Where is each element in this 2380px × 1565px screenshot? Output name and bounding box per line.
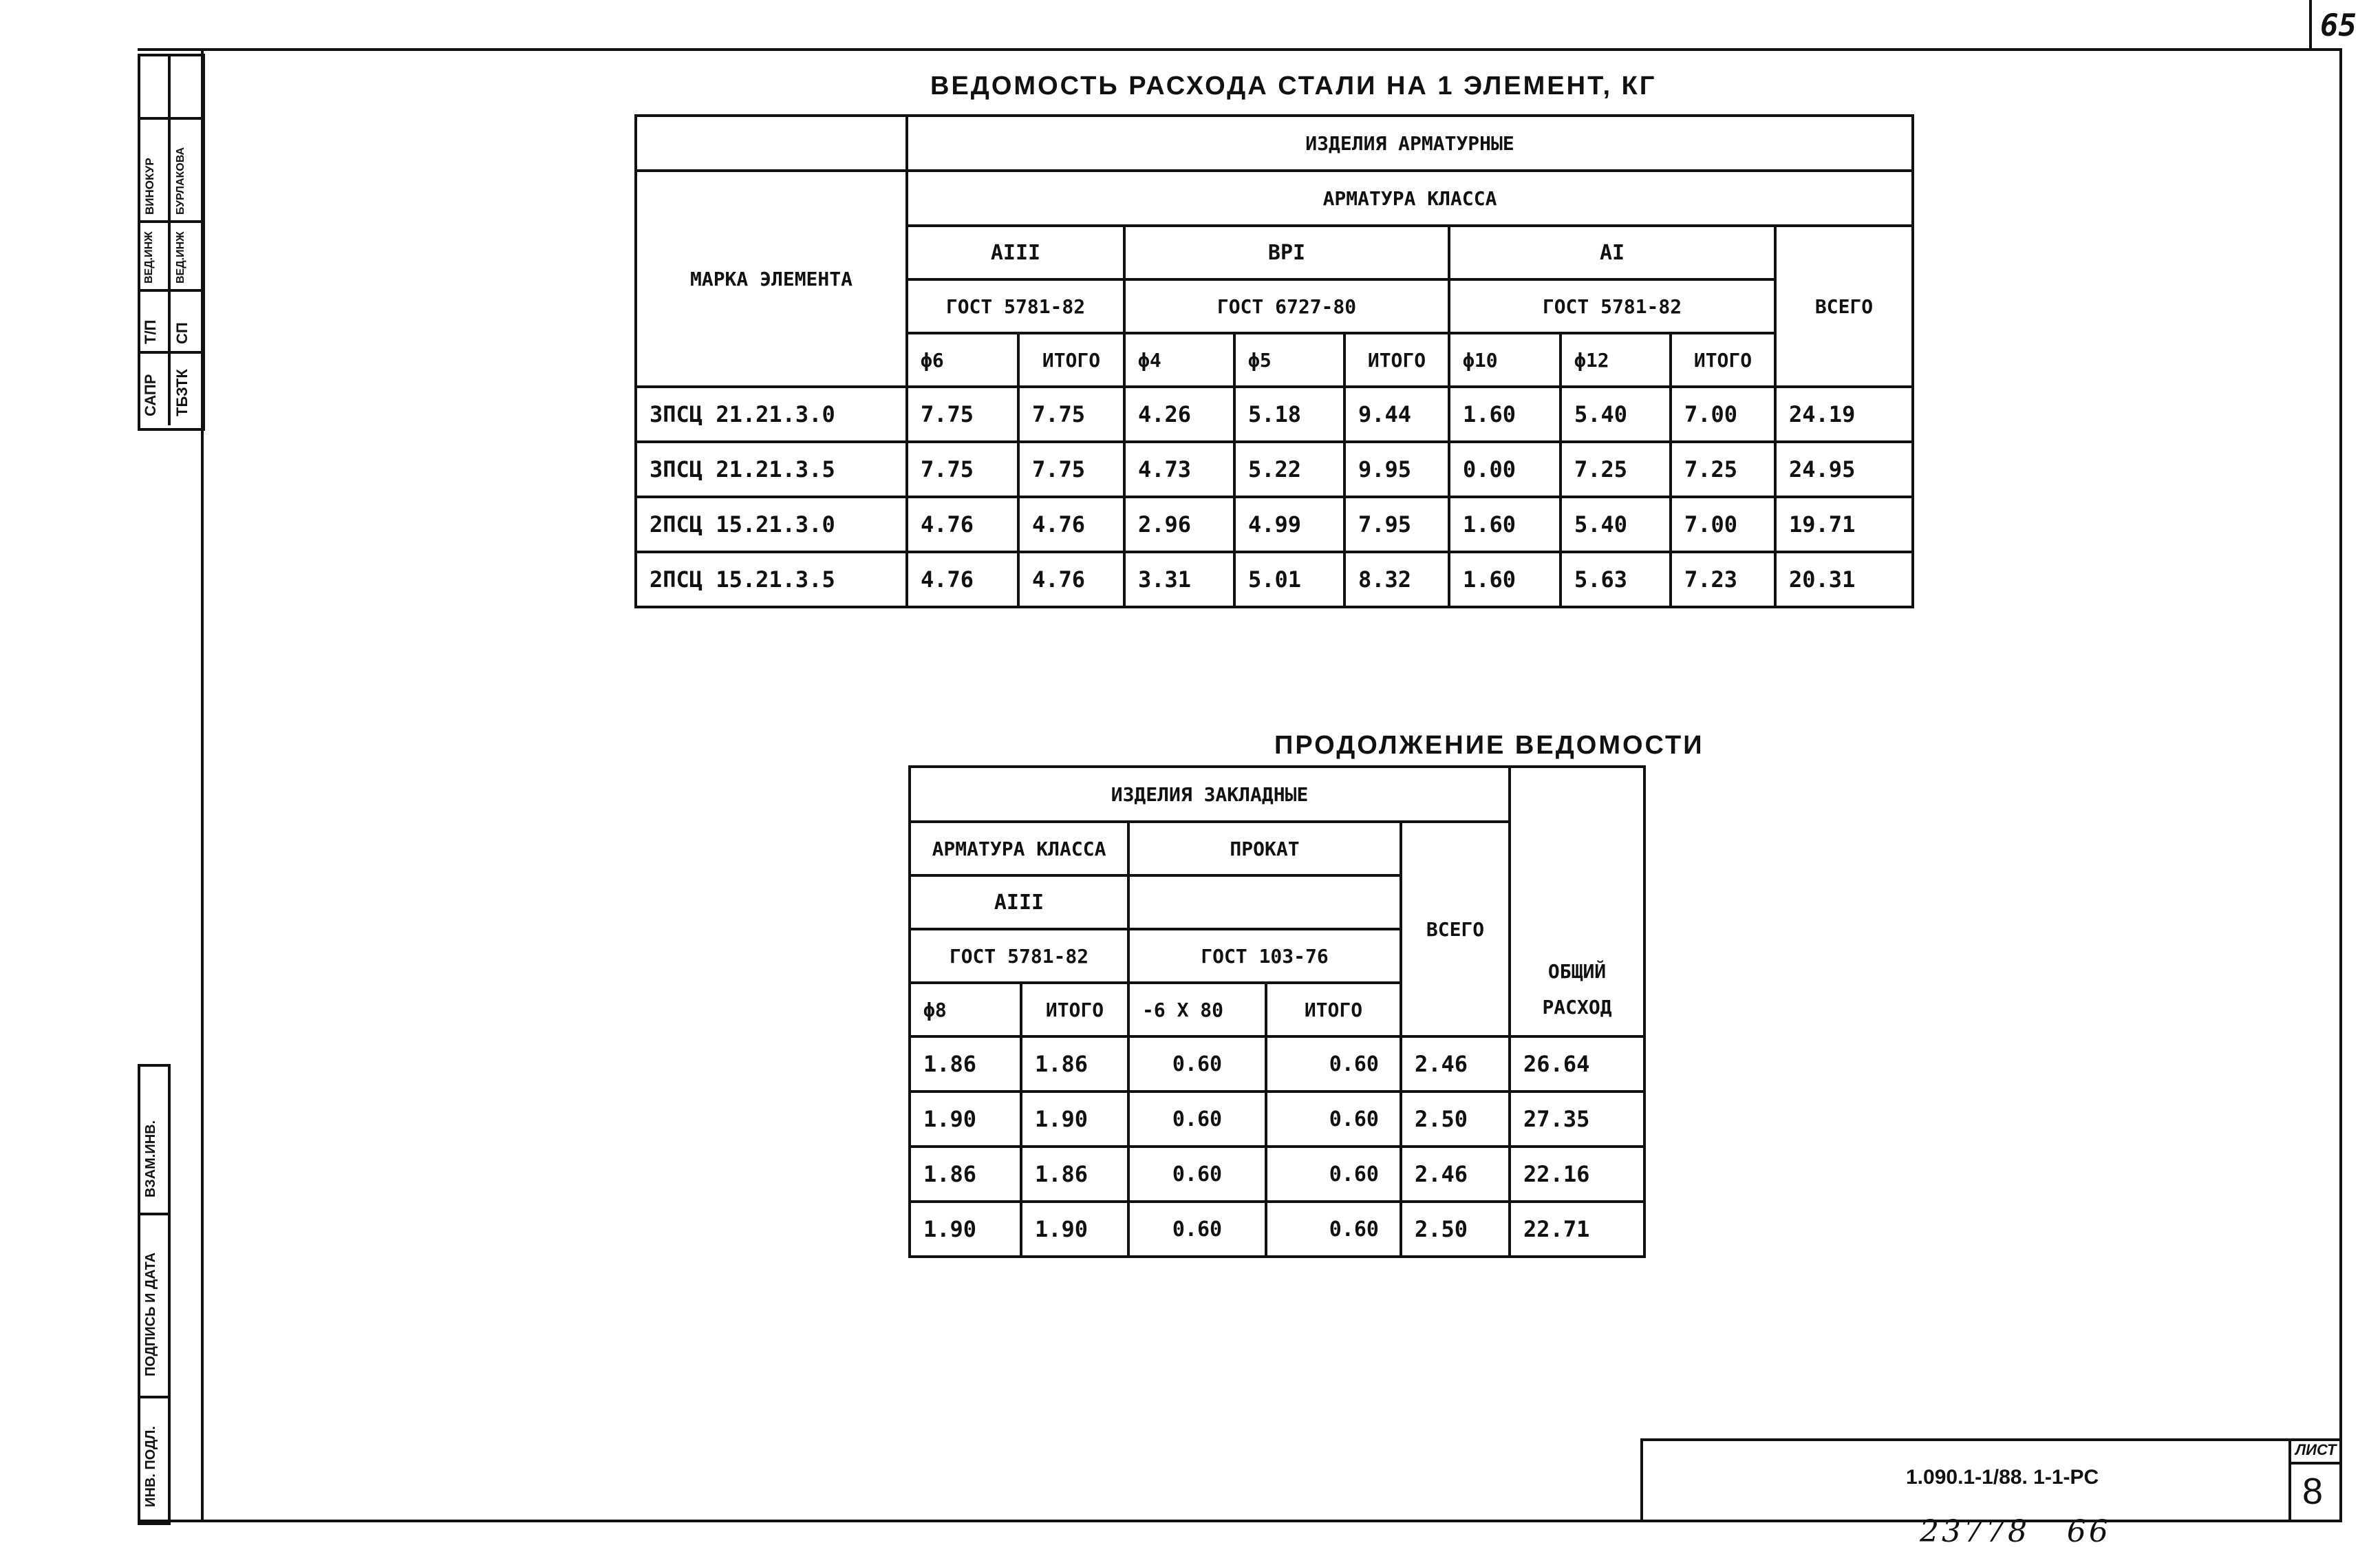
table-row [910, 1147, 1644, 1202]
t1-h-d4: ϕ4 [1124, 333, 1234, 387]
list-label-line [2288, 1462, 2339, 1465]
t1-r2-c7: 5.40 [1561, 497, 1671, 552]
t1-r0-c1: 7.75 [907, 387, 1018, 442]
t2-r2-c3: 0.60 [1266, 1147, 1401, 1202]
continuation-title: ПРОДОЛЖЕНИЕ ВЕДОМОСТИ [1274, 731, 1704, 760]
t1-r0-c9: 24.19 [1775, 387, 1913, 442]
t2-h-gost1: ГОСТ 5781-82 [910, 929, 1128, 983]
t2-r2-c5: 22.16 [1510, 1147, 1644, 1202]
t2-r2-c2: 0.60 [1128, 1147, 1266, 1202]
t1-r1-c8: 7.25 [1671, 442, 1775, 497]
t1-r0-c5: 9.44 [1344, 387, 1449, 442]
t2-h-armatura: АРМАТУРА КЛАССА [910, 822, 1128, 875]
t1-h-armatura: АРМАТУРА КЛАССА [907, 171, 1913, 226]
t2-r0-c3: 0.60 [1266, 1036, 1401, 1092]
t2-r3-c2: 0.60 [1128, 1202, 1266, 1257]
t2-h-aiii: АIII [910, 875, 1128, 929]
t2-r0-c2: 0.60 [1128, 1036, 1266, 1092]
stamp-top-row1 [138, 117, 202, 120]
t1-h-vsego: ВСЕГО [1775, 226, 1913, 387]
stamp-top-row2 [138, 220, 202, 223]
t1-r2-c3: 2.96 [1124, 497, 1234, 552]
stamp-top-divider [168, 54, 171, 425]
table-row [636, 387, 1913, 442]
pgnum-divider [2309, 0, 2312, 50]
t1-r3-c1: 4.76 [907, 552, 1018, 607]
t2-r0-c1: 1.86 [1021, 1036, 1128, 1092]
t2-h-obshiy-l1: ОБЩИЙ [1547, 960, 1607, 983]
t1-r0-c2: 7.75 [1018, 387, 1124, 442]
t1-r1-c6: 0.00 [1449, 442, 1561, 497]
table-row [636, 497, 1913, 552]
t1-r0-c7: 5.40 [1561, 387, 1671, 442]
t1-h-vpi: ВРI [1124, 226, 1449, 279]
t1-h-itogo2: ИТОГО [1344, 333, 1449, 387]
t2-h-strip: -6 Х 80 [1128, 983, 1266, 1036]
stamp-bottom-row2 [138, 1396, 168, 1398]
t1-r3-c7: 5.63 [1561, 552, 1671, 607]
table-row [636, 552, 1913, 607]
stamp-podpis-data: ПОДПИСЬ И ДАТА [143, 1252, 158, 1376]
list-label: ЛИСТ [2295, 1441, 2337, 1458]
stamp-top-row3 [138, 289, 202, 292]
t1-r1-c2: 7.75 [1018, 442, 1124, 497]
t1-h-marka: МАРКА ЭЛЕМЕНТА [636, 171, 907, 387]
t1-h-gost2: ГОСТ 6727-80 [1124, 279, 1449, 333]
t1-r0-marka: ЗПСЦ 21.21.3.0 [636, 387, 907, 442]
t1-r2-c5: 7.95 [1344, 497, 1449, 552]
t1-r1-marka: ЗПСЦ 21.21.3.5 [636, 442, 907, 497]
t2-r3-c5: 22.71 [1510, 1202, 1644, 1257]
steel-table-continuation [908, 765, 1646, 1258]
title-block-code: 1.090.1-1/88. 1-1-PC [1906, 1466, 2099, 1489]
stamp-c2-r4: БУРЛАКОВА [175, 147, 186, 215]
t1-h-d5: ϕ5 [1234, 333, 1344, 387]
t1-h-d6: ϕ6 [907, 333, 1018, 387]
t2-r1-c5: 27.35 [1510, 1092, 1644, 1147]
steel-table-main [634, 114, 1914, 608]
table-row [910, 1092, 1644, 1147]
t1-r3-c2: 4.76 [1018, 552, 1124, 607]
t2-r1-c0: 1.90 [910, 1092, 1021, 1147]
list-divider [2288, 1438, 2291, 1521]
t2-r2-c4: 2.46 [1401, 1147, 1510, 1202]
t1-r1-c4: 5.22 [1234, 442, 1344, 497]
t1-r3-c5: 8.32 [1344, 552, 1449, 607]
stamp-vzam-inv: ВЗАМ.ИНВ. [143, 1120, 158, 1197]
frame-right [2339, 48, 2342, 1522]
t2-r1-c3: 0.60 [1266, 1092, 1401, 1147]
t1-r2-c1: 4.76 [907, 497, 1018, 552]
t2-r1-c1: 1.90 [1021, 1092, 1128, 1147]
stamp-bottom-row1 [138, 1213, 168, 1215]
t2-r3-c0: 1.90 [910, 1202, 1021, 1257]
table-row [636, 442, 1913, 497]
t2-h-itogo1: ИТОГО [1021, 983, 1128, 1036]
sheet-number: 8 [2302, 1471, 2324, 1512]
t2-r3-c1: 1.90 [1021, 1202, 1128, 1257]
t1-r3-c4: 5.01 [1234, 552, 1344, 607]
t2-r1-c2: 0.60 [1128, 1092, 1266, 1147]
t2-r1-c4: 2.50 [1401, 1092, 1510, 1147]
t1-h-itogo1: ИТОГО [1018, 333, 1124, 387]
inventory-number-handwritten: 23778 66 [1920, 1514, 2111, 1549]
t1-corner [636, 116, 907, 171]
t1-r1-c9: 24.95 [1775, 442, 1913, 497]
t1-h-itogo3: ИТОГО [1671, 333, 1775, 387]
t2-r3-c3: 0.60 [1266, 1202, 1401, 1257]
t1-r0-c3: 4.26 [1124, 387, 1234, 442]
t1-r1-c7: 7.25 [1561, 442, 1671, 497]
t2-r0-c0: 1.86 [910, 1036, 1021, 1092]
stamp-top-row4 [138, 351, 202, 354]
t1-h-gost1: ГОСТ 5781-82 [907, 279, 1124, 333]
t1-h-d10: ϕ10 [1449, 333, 1561, 387]
t1-r2-c8: 7.00 [1671, 497, 1775, 552]
t1-r3-c8: 7.23 [1671, 552, 1775, 607]
t1-r0-c8: 7.00 [1671, 387, 1775, 442]
t1-r0-c6: 1.60 [1449, 387, 1561, 442]
stamp-c1-r3: ВЕД.ИНЖ [143, 231, 155, 284]
t2-r3-c4: 2.50 [1401, 1202, 1510, 1257]
t1-h-d12: ϕ12 [1561, 333, 1671, 387]
t2-r2-c1: 1.86 [1021, 1147, 1128, 1202]
stamp-inv-podl: ИНВ. ПОДЛ. [143, 1426, 158, 1507]
t2-h-empty [1128, 875, 1401, 929]
stamp-c2-r3: ВЕД.ИНЖ [175, 231, 186, 284]
frame-top [138, 48, 2339, 51]
t2-r0-c4: 2.46 [1401, 1036, 1510, 1092]
t1-r3-c9: 20.31 [1775, 552, 1913, 607]
t1-r2-c9: 19.71 [1775, 497, 1913, 552]
t1-r1-c5: 9.95 [1344, 442, 1449, 497]
t2-h-itogo2: ИТОГО [1266, 983, 1401, 1036]
t2-h-vsego: ВСЕГО [1401, 822, 1510, 1036]
t2-h-d8: ϕ8 [910, 983, 1021, 1036]
main-title: ВЕДОМОСТЬ РАСХОДА СТАЛИ НА 1 ЭЛЕМЕНТ, КГ [930, 72, 1657, 100]
t2-r0-c5: 26.64 [1510, 1036, 1644, 1092]
t2-h-obshiy [1510, 767, 1644, 1036]
t1-r1-c3: 4.73 [1124, 442, 1234, 497]
t1-r3-c6: 1.60 [1449, 552, 1561, 607]
t1-h-izdeliya: ИЗДЕЛИЯ АРМАТУРНЫЕ [907, 116, 1913, 171]
stamp-c1-r2: Т/П [142, 319, 159, 344]
t1-r0-c4: 5.18 [1234, 387, 1344, 442]
t1-r2-c2: 4.76 [1018, 497, 1124, 552]
t1-h-aiii: АIII [907, 226, 1124, 279]
stamp-c2-r2: СП [173, 322, 191, 344]
t1-r3-c3: 3.31 [1124, 552, 1234, 607]
page-number: 65 [2320, 8, 2357, 43]
t1-h-gost3: ГОСТ 5781-82 [1449, 279, 1775, 333]
t1-r2-marka: 2ПСЦ 15.21.3.0 [636, 497, 907, 552]
t2-h-gost2: ГОСТ 103-76 [1128, 929, 1401, 983]
table-row [910, 1036, 1644, 1092]
t1-r1-c1: 7.75 [907, 442, 1018, 497]
t2-h-prokat: ПРОКАТ [1128, 822, 1401, 875]
stamp-c2-r1: ТБЗТК [173, 369, 191, 416]
stamp-c1-r1: САПР [142, 374, 159, 416]
stamp-c1-r4: ВИНОКУР [143, 158, 156, 215]
t1-r2-c4: 4.99 [1234, 497, 1344, 552]
table-row [910, 1202, 1644, 1257]
t2-h-obshiy-l2: РАСХОД [1542, 996, 1612, 1019]
t1-r3-marka: 2ПСЦ 15.21.3.5 [636, 552, 907, 607]
t1-r2-c6: 1.60 [1449, 497, 1561, 552]
t2-h-izdeliya: ИЗДЕЛИЯ ЗАКЛАДНЫЕ [910, 767, 1510, 822]
t2-r2-c0: 1.86 [910, 1147, 1021, 1202]
t1-h-ai: АI [1449, 226, 1775, 279]
